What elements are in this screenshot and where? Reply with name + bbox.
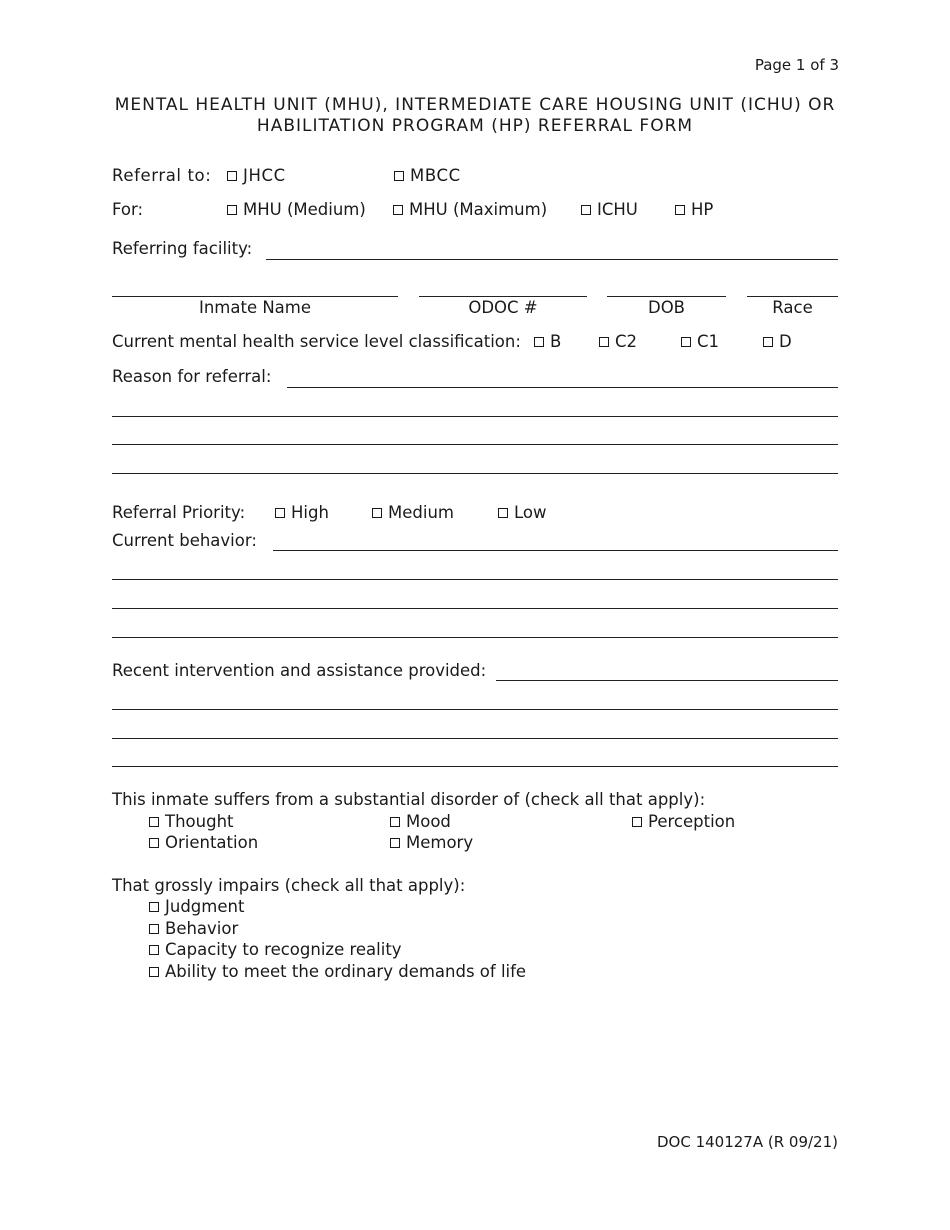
option-label: B — [550, 332, 562, 351]
odoc-number-label: ODOC # — [468, 298, 538, 317]
checkbox-icon — [581, 205, 591, 215]
behavior-field-line-4[interactable] — [112, 637, 838, 638]
checkbox-icon — [227, 205, 237, 215]
option-label: High — [291, 503, 329, 522]
for-mhu-medium-checkbox[interactable] — [227, 200, 366, 219]
option-label: MHU (Medium) — [243, 200, 366, 219]
behavior-field-line-3[interactable] — [112, 608, 838, 609]
odoc-number-field[interactable] — [419, 296, 587, 297]
option-label: Perception — [648, 812, 736, 831]
option-label: Behavior — [165, 919, 239, 938]
race-label: Race — [772, 298, 813, 317]
impairs-ability-checkbox[interactable] — [149, 962, 526, 981]
reason-field-line-2[interactable] — [112, 416, 838, 417]
checkbox-icon — [394, 171, 404, 181]
option-label: MBCC — [410, 166, 461, 185]
checkbox-icon — [599, 337, 609, 347]
referral-to-mbcc-checkbox[interactable] — [394, 166, 461, 185]
checkbox-icon — [372, 508, 382, 518]
checkbox-icon — [149, 967, 159, 977]
checkbox-icon — [149, 924, 159, 934]
for-mhu-maximum-checkbox[interactable] — [393, 200, 547, 219]
intervention-field-line-3[interactable] — [112, 738, 838, 739]
intervention-field-line-1[interactable] — [496, 680, 838, 681]
priority-high-checkbox[interactable] — [275, 503, 329, 522]
behavior-field-line-1[interactable] — [273, 550, 838, 551]
form-title-line-2: HABILITATION PROGRAM (HP) REFERRAL FORM — [256, 116, 694, 136]
option-label: Mood — [406, 812, 451, 831]
classification-c1-checkbox[interactable] — [681, 332, 719, 351]
disorder-label: This inmate suffers from a substantial disorder of (check all that apply): — [112, 790, 706, 809]
classification-label: Current mental health service level classification: — [112, 332, 521, 351]
reason-field-line-4[interactable] — [112, 473, 838, 474]
intervention-field-line-4[interactable] — [112, 766, 838, 767]
option-label: Thought — [165, 812, 234, 831]
classification-d-checkbox[interactable] — [763, 332, 792, 351]
disorder-orientation-checkbox[interactable] — [149, 833, 258, 852]
referral-to-jhcc-checkbox[interactable] — [227, 166, 286, 185]
for-ichu-checkbox[interactable] — [581, 200, 638, 219]
impairs-judgment-checkbox[interactable] — [149, 897, 244, 916]
for-label: For: — [112, 200, 144, 219]
referring-facility-field[interactable] — [266, 259, 838, 260]
impairs-capacity-checkbox[interactable] — [149, 940, 402, 959]
form-title-line-1: MENTAL HEALTH UNIT (MHU), INTERMEDIATE CARE HOUSING UNIT (ICHU) OR — [114, 95, 836, 115]
behavior-label: Current behavior: — [112, 531, 257, 550]
reason-field-line-1[interactable] — [287, 387, 838, 388]
disorder-mood-checkbox[interactable] — [390, 812, 451, 831]
checkbox-icon — [149, 838, 159, 848]
checkbox-icon — [393, 205, 403, 215]
page-number: Page 1 of 3 — [754, 56, 839, 74]
inmate-name-label: Inmate Name — [198, 298, 312, 317]
priority-low-checkbox[interactable] — [498, 503, 547, 522]
classification-c2-checkbox[interactable] — [599, 332, 637, 351]
behavior-field-line-2[interactable] — [112, 579, 838, 580]
option-label: D — [779, 332, 792, 351]
checkbox-icon — [681, 337, 691, 347]
classification-b-checkbox[interactable] — [534, 332, 561, 351]
option-label: ICHU — [597, 200, 638, 219]
option-label: Orientation — [165, 833, 259, 852]
inmate-name-field[interactable] — [112, 296, 398, 297]
document-number: DOC 140127A (R 09/21) — [656, 1133, 838, 1151]
option-label: C2 — [615, 332, 638, 351]
option-label: C1 — [697, 332, 720, 351]
checkbox-icon — [275, 508, 285, 518]
checkbox-icon — [534, 337, 544, 347]
dob-field[interactable] — [607, 296, 726, 297]
reason-field-line-3[interactable] — [112, 444, 838, 445]
dob-label: DOB — [647, 298, 685, 317]
checkbox-icon — [390, 817, 400, 827]
checkbox-icon — [632, 817, 642, 827]
intervention-field-line-2[interactable] — [112, 709, 838, 710]
checkbox-icon — [227, 171, 237, 181]
option-label: Memory — [406, 833, 474, 852]
option-label: Low — [514, 503, 547, 522]
checkbox-icon — [675, 205, 685, 215]
priority-medium-checkbox[interactable] — [372, 503, 454, 522]
checkbox-icon — [498, 508, 508, 518]
checkbox-icon — [763, 337, 773, 347]
option-label: Judgment — [165, 897, 245, 916]
intervention-label: Recent intervention and assistance provided: — [112, 661, 487, 680]
impairs-behavior-checkbox[interactable] — [149, 919, 238, 938]
race-field[interactable] — [747, 296, 838, 297]
disorder-perception-checkbox[interactable] — [632, 812, 735, 831]
option-label: JHCC — [243, 166, 286, 185]
referring-facility-label: Referring facility: — [112, 239, 253, 258]
disorder-memory-checkbox[interactable] — [390, 833, 473, 852]
option-label: Medium — [388, 503, 454, 522]
checkbox-icon — [390, 838, 400, 848]
checkbox-icon — [149, 817, 159, 827]
referral-to-label: Referral to: — [112, 166, 212, 185]
reason-label: Reason for referral: — [112, 367, 272, 386]
for-hp-checkbox[interactable] — [675, 200, 713, 219]
option-label: MHU (Maximum) — [409, 200, 548, 219]
priority-label: Referral Priority: — [112, 503, 246, 522]
option-label: Ability to meet the ordinary demands of life — [165, 962, 527, 981]
option-label: HP — [691, 200, 714, 219]
option-label: Capacity to recognize reality — [165, 940, 402, 959]
impairs-label: That grossly impairs (check all that apply): — [112, 876, 466, 895]
disorder-thought-checkbox[interactable] — [149, 812, 234, 831]
checkbox-icon — [149, 945, 159, 955]
checkbox-icon — [149, 902, 159, 912]
